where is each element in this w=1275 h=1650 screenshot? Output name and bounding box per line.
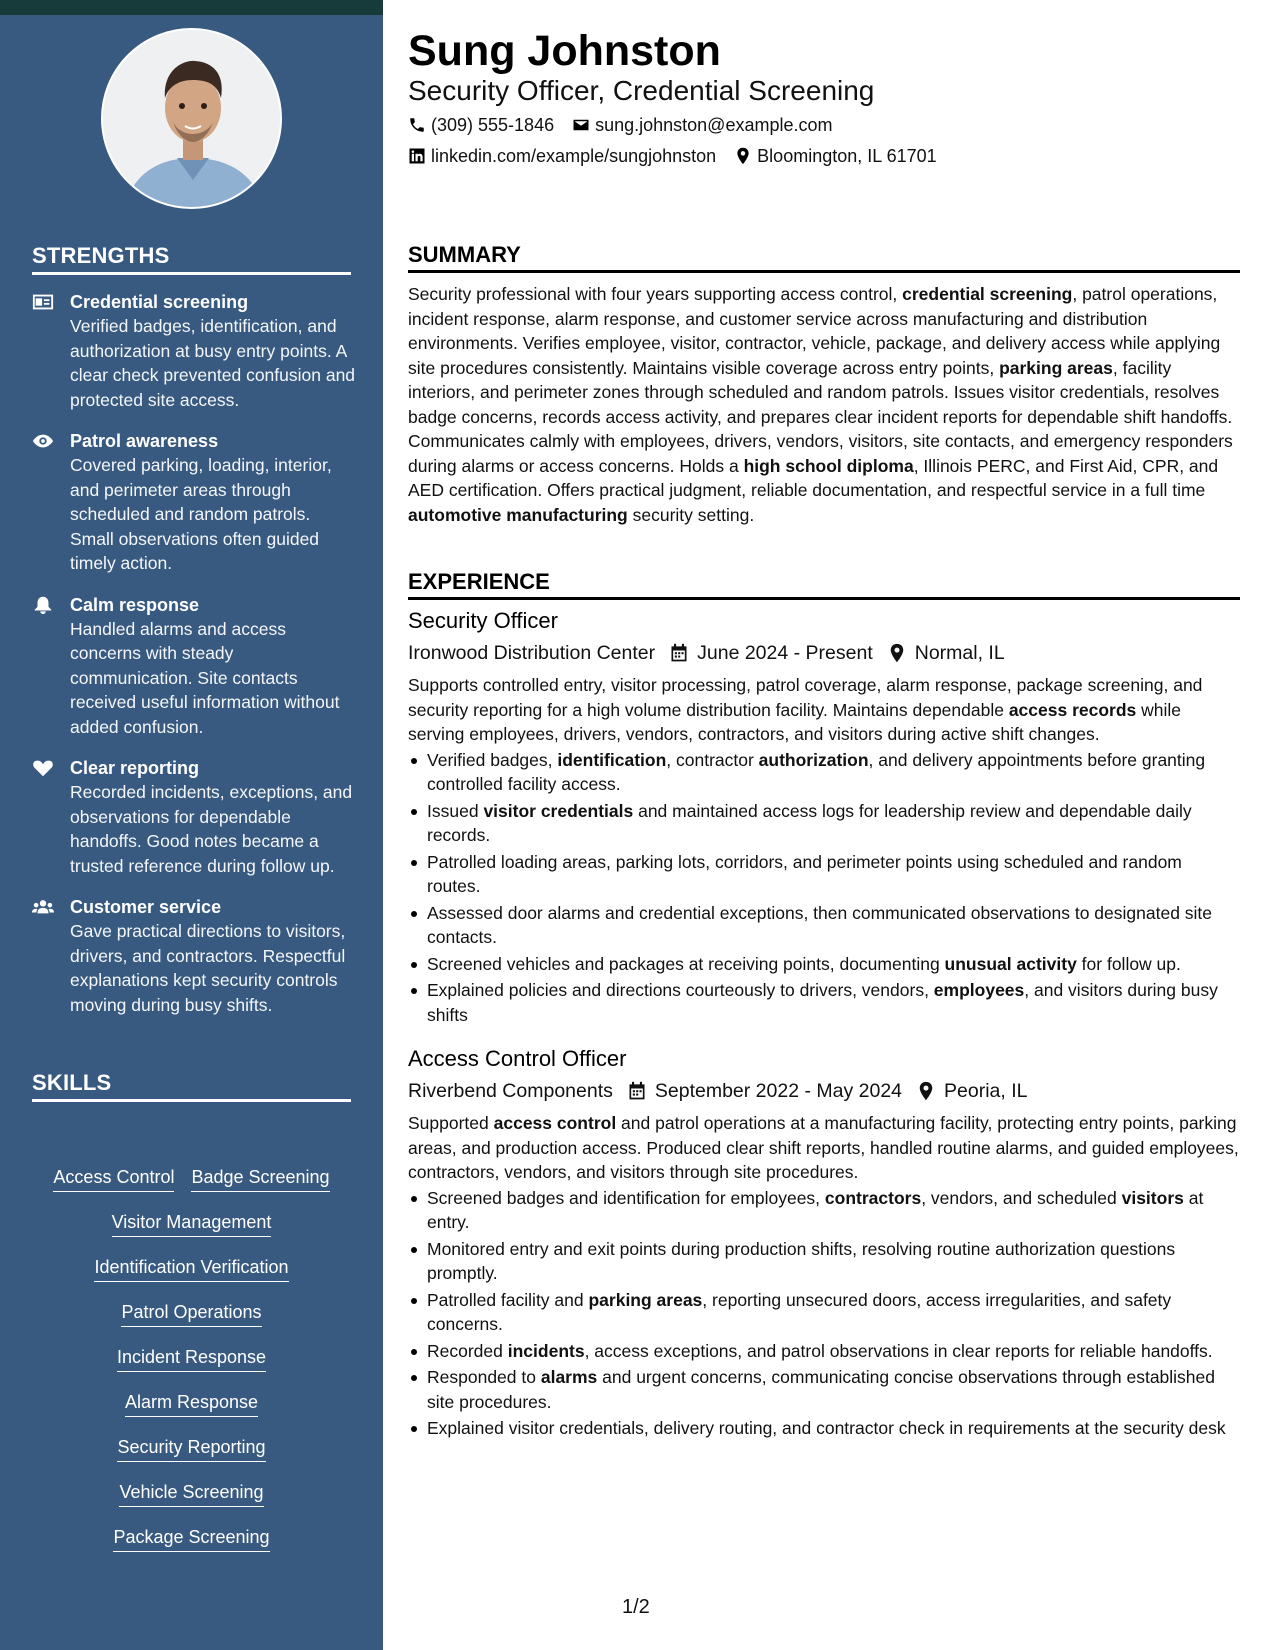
job-role: Security Officer	[408, 608, 558, 633]
strength-item	[32, 290, 357, 412]
dates-text: September 2022 - May 2024	[654, 1080, 903, 1102]
location-text: Peoria, IL	[944, 1080, 1028, 1102]
location-text: Bloomington, IL 61701	[757, 146, 937, 166]
text-segment: and maintained access logs for leadership review and dependable daily records.	[427, 800, 1192, 845]
text-segment: , facility interiors, and perimeter zones through scheduled and random patrols. Issues visitor credentials, resolves badge concerns, records access activity, and prepares clear incident reports for dependable shift handoffs. Communicates calmly with employees, drivers, vendors, visitors, site contacts, and emergency responders during alarms or access concerns. Holds a	[408, 357, 1233, 476]
strength-description: Covered parking, loading, interior, and perimeter areas through scheduled and random patrols. Small observations often guided timely action.	[70, 455, 332, 573]
text-segment: and patrol operations at a manufacturing facility, protecting entry points, parking areas, and production access. Produced clear shift reports, handled routine alarms, and guided employees, contractors, vendors, and visitors through site procedures.	[408, 1113, 1239, 1182]
text-segment: , Illinois PERC, and First Aid, CPR, and AED certification. Offers practical judgment, reliable documentation, and respectful service in a full time	[408, 455, 1219, 500]
bold-text: visitors	[1121, 1187, 1184, 1208]
bold-text: contractors	[824, 1187, 922, 1208]
dates-text: June 2024 - Present	[697, 642, 873, 664]
candidate-title: Security Officer, Credential Screening	[408, 75, 875, 106]
strength-title: Calm response	[70, 594, 200, 615]
job-dates	[669, 639, 873, 667]
linkedin-icon	[408, 147, 426, 165]
text-segment: Supports controlled entry, visitor processing, patrol coverage, alarm response, package screening, and security reporting for a high volume distribution facility. Maintains dependable	[408, 675, 1203, 720]
bullet-item	[408, 978, 1240, 1027]
bold-text: parking areas	[999, 357, 1113, 378]
text-segment: , and delivery appointments before granting controlled facility access.	[427, 749, 1206, 794]
bold-text: credential screening	[902, 284, 1073, 304]
summary-heading: SUMMARY	[408, 242, 1240, 273]
strength-item	[32, 895, 357, 1017]
contact-row	[408, 144, 955, 168]
bold-text: alarms	[540, 1367, 598, 1387]
phone-icon	[408, 116, 426, 134]
text-segment: Explained policies and directions courteously to drivers, vendors,	[427, 980, 934, 1000]
bullet-item	[408, 799, 1240, 848]
text-segment: , patrol operations, incident response, alarm response, and customer service across manufacturing and distribution environments. Verifies employee, visitor, contractor, vehicle, package, and delivery access while applying site procedures consistently. Maintains visible coverage across entry points,	[408, 284, 1221, 378]
strength-item	[32, 429, 357, 576]
strength-description: Verified badges, identification, and authorization at busy entry points. A clear check prevented confusion and protected site access.	[70, 316, 356, 410]
skill-tag: Identification Verification	[94, 1255, 288, 1282]
bold-text: access records	[1008, 699, 1137, 720]
skill-tag: Badge Screening	[191, 1165, 329, 1192]
bold-text: authorization	[758, 749, 869, 770]
text-segment: Supported	[408, 1113, 494, 1133]
skill-tag: Alarm Response	[125, 1390, 258, 1417]
bold-text: incidents	[507, 1340, 585, 1361]
bullet-item	[408, 952, 1240, 977]
profile-photo	[101, 28, 282, 209]
linkedin-text: linkedin.com/example/sungjohnston	[431, 146, 717, 166]
users-icon	[32, 895, 70, 1017]
skill-tag: Access Control	[53, 1165, 174, 1192]
text-segment: Recorded	[427, 1340, 508, 1361]
text-segment: Explained visitor credentials, delivery routing, and contractor check in requirements at the security desk	[427, 1418, 1226, 1438]
page-number: 1/2	[622, 1596, 650, 1618]
text-segment: Screened badges and identification for employees,	[427, 1187, 825, 1208]
bullet-item	[408, 1186, 1240, 1235]
candidate-name: Sung Johnston	[408, 27, 721, 75]
job-location	[887, 639, 1005, 667]
id-card-icon	[32, 290, 70, 412]
text-segment: Patrolled facility and	[427, 1289, 589, 1310]
envelope-icon	[572, 116, 590, 134]
bold-text: automotive manufacturing	[408, 504, 628, 525]
bullet-item	[408, 748, 1240, 797]
job-description	[408, 1111, 1240, 1185]
bell-icon	[32, 593, 70, 740]
skill-tag: Security Reporting	[117, 1435, 265, 1462]
bold-text: identification	[557, 749, 667, 770]
phone-text: (309) 555-1846	[431, 115, 555, 135]
bullet-item	[408, 850, 1240, 899]
bold-text: employees	[933, 980, 1025, 1000]
text-segment: Screened vehicles and packages at receiving points, documenting	[427, 953, 945, 974]
strength-title: Credential screening	[70, 292, 249, 312]
contact-row	[408, 113, 851, 137]
map-pin-icon	[916, 1081, 936, 1101]
bullet-item	[408, 901, 1240, 950]
contact-email[interactable]	[572, 113, 832, 137]
profile-photo-image	[103, 30, 282, 209]
text-segment: , access exceptions, and patrol observations in clear reports for reliable handoffs.	[584, 1340, 1213, 1361]
job-role: Access Control Officer	[408, 1046, 627, 1071]
strength-description: Recorded incidents, exceptions, and observations for dependable handoffs. Good notes became a trusted reference during follow up.	[70, 782, 353, 876]
strength-item	[32, 593, 357, 740]
bullet-item	[408, 1237, 1240, 1286]
job-location	[916, 1077, 1027, 1105]
bullet-item	[408, 1416, 1240, 1441]
contact-linkedin[interactable]	[408, 144, 716, 168]
job-description	[408, 673, 1240, 747]
calendar-icon	[627, 1081, 647, 1101]
skill-tag: Vehicle Screening	[119, 1480, 263, 1507]
text-segment: Patrolled loading areas, parking lots, corridors, and perimeter points using scheduled and random routes.	[427, 851, 1182, 896]
bold-text: parking areas	[588, 1289, 703, 1310]
job-dates	[627, 1077, 902, 1105]
job-bullets	[408, 1186, 1240, 1441]
text-segment: Assessed door alarms and credential exceptions, then communicated observations to designated site contacts.	[427, 902, 1213, 947]
text-segment: and urgent concerns, communicating concise observations through established site procedures.	[427, 1367, 1216, 1412]
map-pin-icon	[887, 643, 907, 663]
location-text: Normal, IL	[914, 642, 1005, 664]
strength-title: Clear reporting	[70, 758, 200, 778]
job-bullets	[408, 748, 1240, 1028]
text-segment: , reporting unsecured doors, access irregularities, and safety concerns.	[427, 1289, 1172, 1334]
job-company	[408, 1077, 613, 1105]
bold-text: access control	[493, 1113, 617, 1133]
job-entry	[408, 1045, 1240, 1443]
text-segment: Issued	[427, 800, 484, 821]
text-segment: Monitored entry and exit points during production shifts, resolving routine authorization questions promptly.	[427, 1238, 1176, 1283]
job-company	[408, 639, 655, 667]
text-segment: at entry.	[427, 1187, 1204, 1232]
sidebar	[0, 15, 383, 1650]
job-meta	[408, 1077, 1240, 1105]
company-text: Riverbend Components	[408, 1080, 613, 1102]
text-segment: security setting.	[627, 504, 755, 525]
skill-tag: Incident Response	[117, 1345, 266, 1372]
text-segment: while serving employees, drivers, vendors, contractors, and visitors during active shift changes.	[408, 699, 1182, 744]
text-segment: , contractor	[666, 749, 759, 770]
strength-title: Patrol awareness	[70, 431, 219, 451]
text-segment: Verified badges,	[427, 749, 558, 770]
company-text: Ironwood Distribution Center	[408, 642, 656, 664]
email-text: sung.johnston@example.com	[595, 115, 833, 135]
heart-icon	[32, 756, 70, 878]
skills-heading: SKILLS	[32, 1070, 351, 1102]
bullet-item	[408, 1288, 1240, 1337]
sidebar-top-bar	[0, 0, 383, 15]
contact-location	[734, 144, 936, 168]
strengths-list	[32, 290, 357, 1034]
strengths-heading: STRENGTHS	[32, 243, 351, 275]
text-segment: Security professional with four years supporting access control,	[408, 284, 903, 304]
skills-list	[32, 1165, 351, 1570]
text-segment: Responded to	[427, 1367, 541, 1387]
strength-item	[32, 756, 357, 878]
job-entry	[408, 607, 1240, 1029]
experience-heading: EXPERIENCE	[408, 569, 1240, 600]
text-segment: , and visitors during busy shifts	[427, 980, 1218, 1025]
strength-description: Handled alarms and access concerns with steady communication. Site contacts received useful information without added confusion.	[70, 618, 340, 737]
job-meta	[408, 639, 1240, 667]
text-segment: for follow up.	[1076, 953, 1181, 974]
bold-text: high school diploma	[743, 455, 914, 476]
skill-tag: Patrol Operations	[121, 1300, 261, 1327]
text-segment: , vendors, and scheduled	[921, 1187, 1122, 1208]
skill-tag: Visitor Management	[112, 1210, 272, 1237]
strength-title: Customer service	[70, 897, 222, 917]
skill-tag: Package Screening	[113, 1525, 269, 1552]
bold-text: visitor credentials	[483, 800, 634, 821]
bullet-item	[408, 1365, 1240, 1414]
bold-text: unusual activity	[944, 953, 1077, 974]
strength-description: Gave practical directions to visitors, drivers, and contractors. Respectful explanations kept security controls moving during busy shifts.	[70, 921, 346, 1015]
eye-icon	[32, 429, 70, 576]
bullet-item	[408, 1339, 1240, 1364]
calendar-icon	[669, 643, 689, 663]
contact-phone[interactable]	[408, 113, 554, 137]
map-pin-icon	[734, 147, 752, 165]
summary-text	[408, 282, 1240, 527]
